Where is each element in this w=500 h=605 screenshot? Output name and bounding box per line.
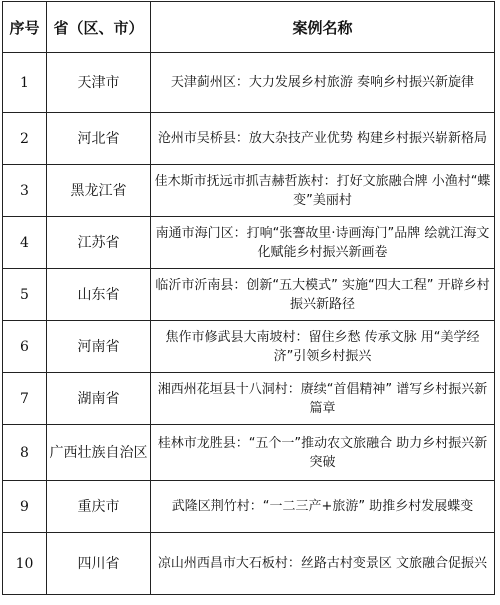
row-case-name: 佳木斯市抚远市抓吉赫哲族村：打好文旅融合牌 小渔村“蝶变”美丽村	[151, 165, 495, 217]
row-number: 2	[3, 113, 47, 165]
header-province: 省（区、市）	[47, 2, 151, 53]
row-case-name: 焦作市修武县大南坡村：留住乡愁 传承文脉 用“美学经济”引领乡村振兴	[151, 321, 495, 373]
table-row	[3, 321, 495, 373]
row-province: 山东省	[47, 269, 151, 321]
row-number: 7	[3, 373, 47, 425]
row-number: 10	[3, 533, 47, 595]
header-case-name: 案例名称	[151, 2, 495, 53]
table-row	[3, 165, 495, 217]
row-case-name: 武隆区荆竹村：“一二三产+旅游” 助推乡村发展蝶变	[151, 481, 495, 533]
row-case-name: 南通市海门区：打响“张謇故里·诗画海门”品牌 绘就江海文化赋能乡村振兴新画卷	[151, 217, 495, 269]
row-province: 广西壮族自治区	[47, 425, 151, 481]
row-province: 江苏省	[47, 217, 151, 269]
table-header-row	[3, 2, 495, 53]
row-province: 河南省	[47, 321, 151, 373]
header-no: 序号	[3, 2, 47, 53]
row-province: 天津市	[47, 53, 151, 113]
row-province: 黑龙江省	[47, 165, 151, 217]
table-row	[3, 217, 495, 269]
row-case-name: 临沂市沂南县：创新“五大模式” 实施“四大工程” 开辟乡村振兴新路径	[151, 269, 495, 321]
row-case-name: 天津蓟州区：大力发展乡村旅游 奏响乡村振兴新旋律	[151, 53, 495, 113]
table-row	[3, 373, 495, 425]
row-number: 4	[3, 217, 47, 269]
row-case-name: 沧州市吴桥县：放大杂技产业优势 构建乡村振兴崭新格局	[151, 113, 495, 165]
row-province: 湖南省	[47, 373, 151, 425]
row-number: 9	[3, 481, 47, 533]
table-row	[3, 533, 495, 595]
row-case-name: 桂林市龙胜县：“五个一”推动农文旅融合 助力乡村振兴新突破	[151, 425, 495, 481]
row-number: 5	[3, 269, 47, 321]
table-row	[3, 113, 495, 165]
row-number: 1	[3, 53, 47, 113]
row-case-name: 湘西州花垣县十八洞村：赓续“首倡精神” 谱写乡村振兴新篇章	[151, 373, 495, 425]
row-province: 四川省	[47, 533, 151, 595]
case-table	[2, 1, 495, 595]
row-case-name: 凉山州西昌市大石板村：丝路古村变景区 文旅融合促振兴	[151, 533, 495, 595]
table-row	[3, 53, 495, 113]
row-province: 重庆市	[47, 481, 151, 533]
table-row	[3, 481, 495, 533]
table-row	[3, 269, 495, 321]
row-number: 6	[3, 321, 47, 373]
row-number: 8	[3, 425, 47, 481]
table-row	[3, 425, 495, 481]
row-number: 3	[3, 165, 47, 217]
row-province: 河北省	[47, 113, 151, 165]
